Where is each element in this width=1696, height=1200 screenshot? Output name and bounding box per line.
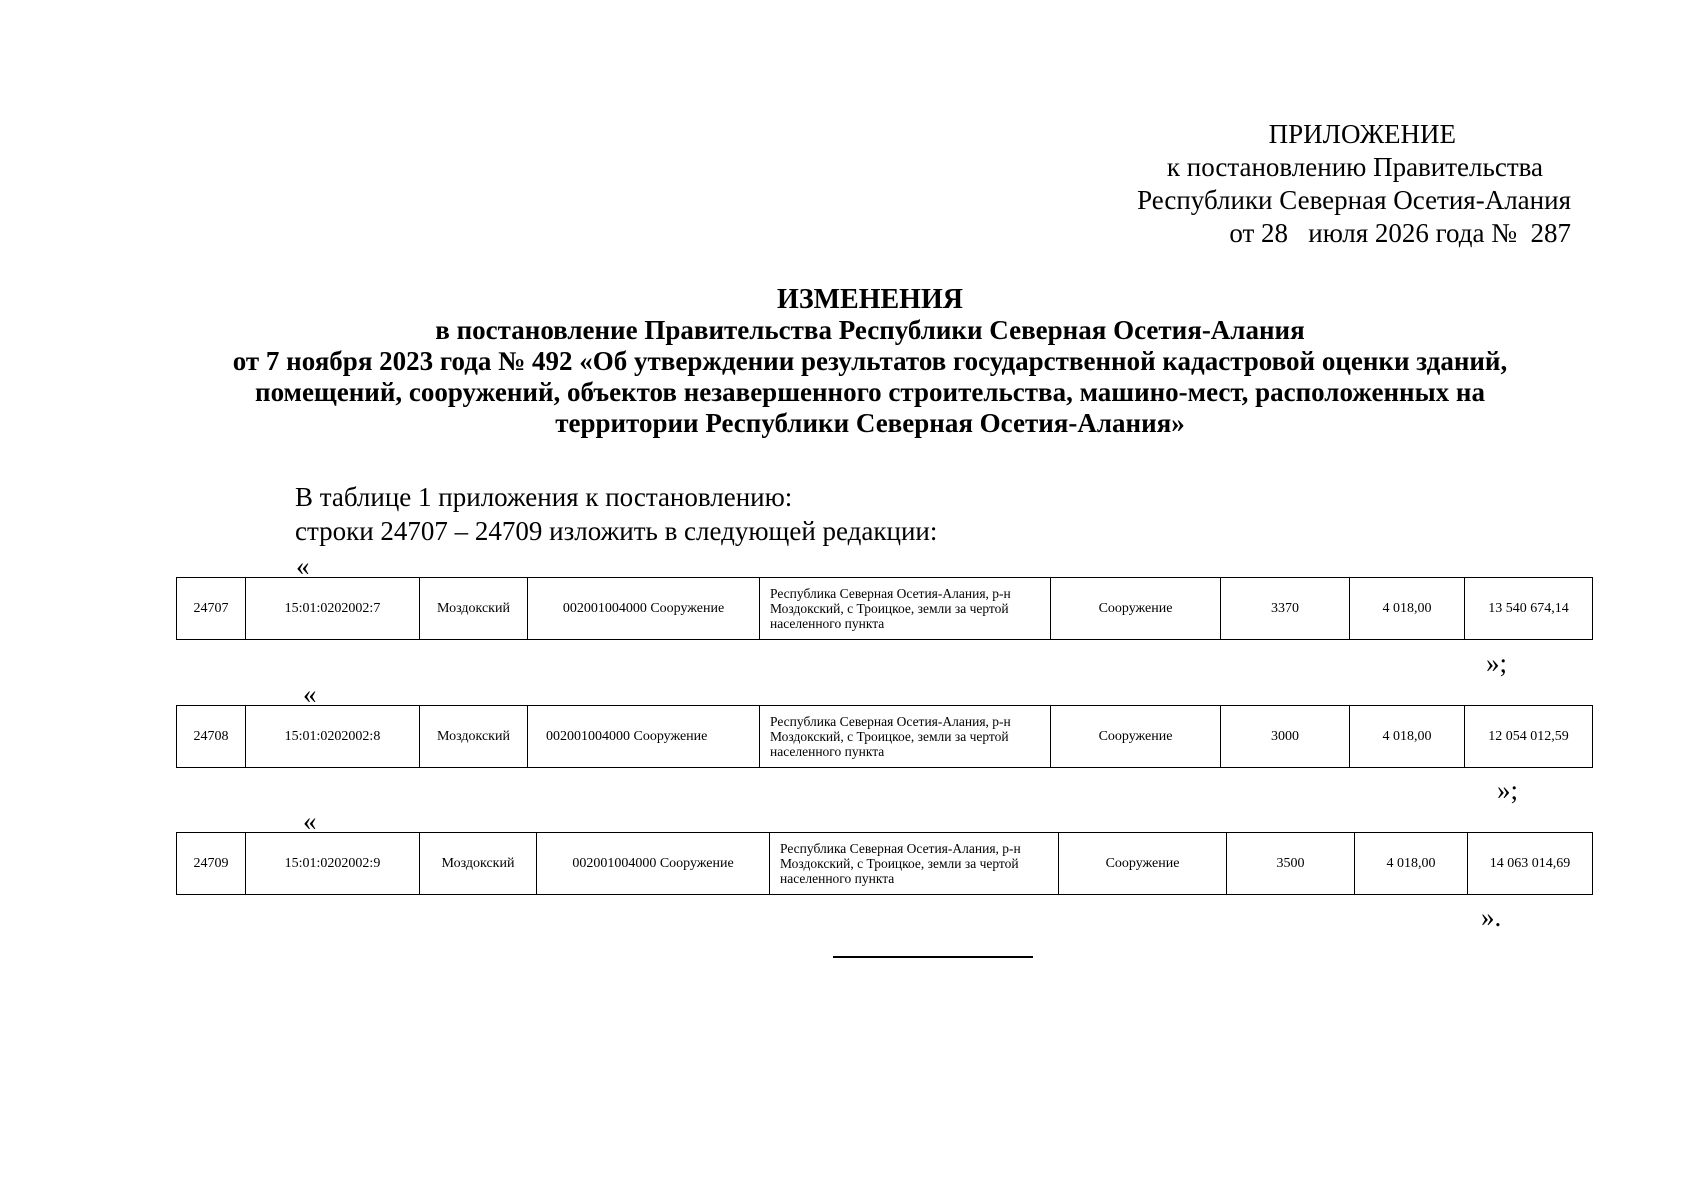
entry-table-24707: [176, 577, 1593, 640]
purpose: 002001004000 Сооружение: [528, 578, 760, 640]
quote-close-2: »;: [1497, 775, 1519, 805]
address: Республика Северная Осетия-Алания, р-н Моздокский, с Троицкое, земли за чертой населенного пункта: [760, 578, 1051, 640]
purpose: 002001004000 Сооружение: [537, 833, 770, 895]
unit-value: 4 018,00: [1355, 833, 1468, 895]
heading-line-4: территории Республики Северная Осетия-Алания»: [555, 408, 1185, 438]
appendix-title: ПРИЛОЖЕНИЕ: [1268, 119, 1456, 149]
table-row: [177, 706, 1593, 768]
object-type: Сооружение: [1059, 833, 1227, 895]
cadastral-value: 14 063 014,69: [1468, 833, 1593, 895]
row-number: 24709: [177, 833, 246, 895]
cadastral-number: 15:01:0202002:8: [246, 706, 420, 768]
district: Моздокский: [420, 706, 528, 768]
area: 3370: [1221, 578, 1350, 640]
quote-open-2: «: [303, 679, 317, 709]
heading-title: ИЗМЕНЕНИЯ: [777, 284, 963, 315]
quote-close-1: »;: [1486, 648, 1508, 678]
heading-line-3: помещений, сооружений, объектов незавершенного строительства, машино-мест, расположенных на: [255, 377, 1485, 407]
area: 3500: [1227, 833, 1355, 895]
table-row: [177, 833, 1593, 895]
unit-value: 4 018,00: [1350, 706, 1465, 768]
document-heading: [160, 284, 1580, 439]
entry-table-24708: [176, 705, 1593, 768]
cadastral-number: 15:01:0202002:9: [246, 833, 420, 895]
object-type: Сооружение: [1051, 706, 1221, 768]
address: Республика Северная Осетия-Алания, р-н Моздокский, с Троицкое, земли за чертой населенного пункта: [760, 706, 1051, 768]
district: Моздокский: [420, 578, 528, 640]
row-number: 24708: [177, 706, 246, 768]
intro-line-2: строки 24707 – 24709 изложить в следующей редакции:: [295, 516, 938, 546]
heading-line-2: от 7 ноября 2023 года № 492 «Об утверждении результатов государственной кадастровой оценки зданий,: [232, 346, 1508, 376]
quote-open-3: «: [303, 806, 317, 836]
quote-close-3: ».: [1481, 902, 1502, 932]
cadastral-number: 15:01:0202002:7: [246, 578, 420, 640]
appendix-ref: к постановлению Правительства: [1166, 152, 1543, 182]
row-number: 24707: [177, 578, 246, 640]
appendix-header: [1071, 118, 1571, 250]
area: 3000: [1221, 706, 1350, 768]
cadastral-value: 12 054 012,59: [1465, 706, 1593, 768]
table-row: [177, 578, 1593, 640]
intro-line-1: В таблице 1 приложения к постановлению:: [295, 482, 793, 512]
closing-divider: [833, 956, 1033, 958]
unit-value: 4 018,00: [1350, 578, 1465, 640]
address: Республика Северная Осетия-Алания, р-н Моздокский, с Троицкое, земли за чертой населенного пункта: [770, 833, 1059, 895]
purpose: 002001004000 Сооружение: [528, 706, 760, 768]
district: Моздокский: [420, 833, 537, 895]
object-type: Сооружение: [1051, 578, 1221, 640]
appendix-government: Республики Северная Осетия-Алания: [1137, 185, 1571, 215]
heading-line-1: в постановление Правительства Республики Северная Осетия-Алания: [435, 315, 1305, 345]
quote-open-1: «: [296, 551, 310, 581]
cadastral-value: 13 540 674,14: [1465, 578, 1593, 640]
entry-table-24709: [176, 832, 1593, 895]
intro-text: [295, 480, 937, 548]
appendix-date-number: от 28 июля 2026 года № 287: [1229, 218, 1571, 248]
